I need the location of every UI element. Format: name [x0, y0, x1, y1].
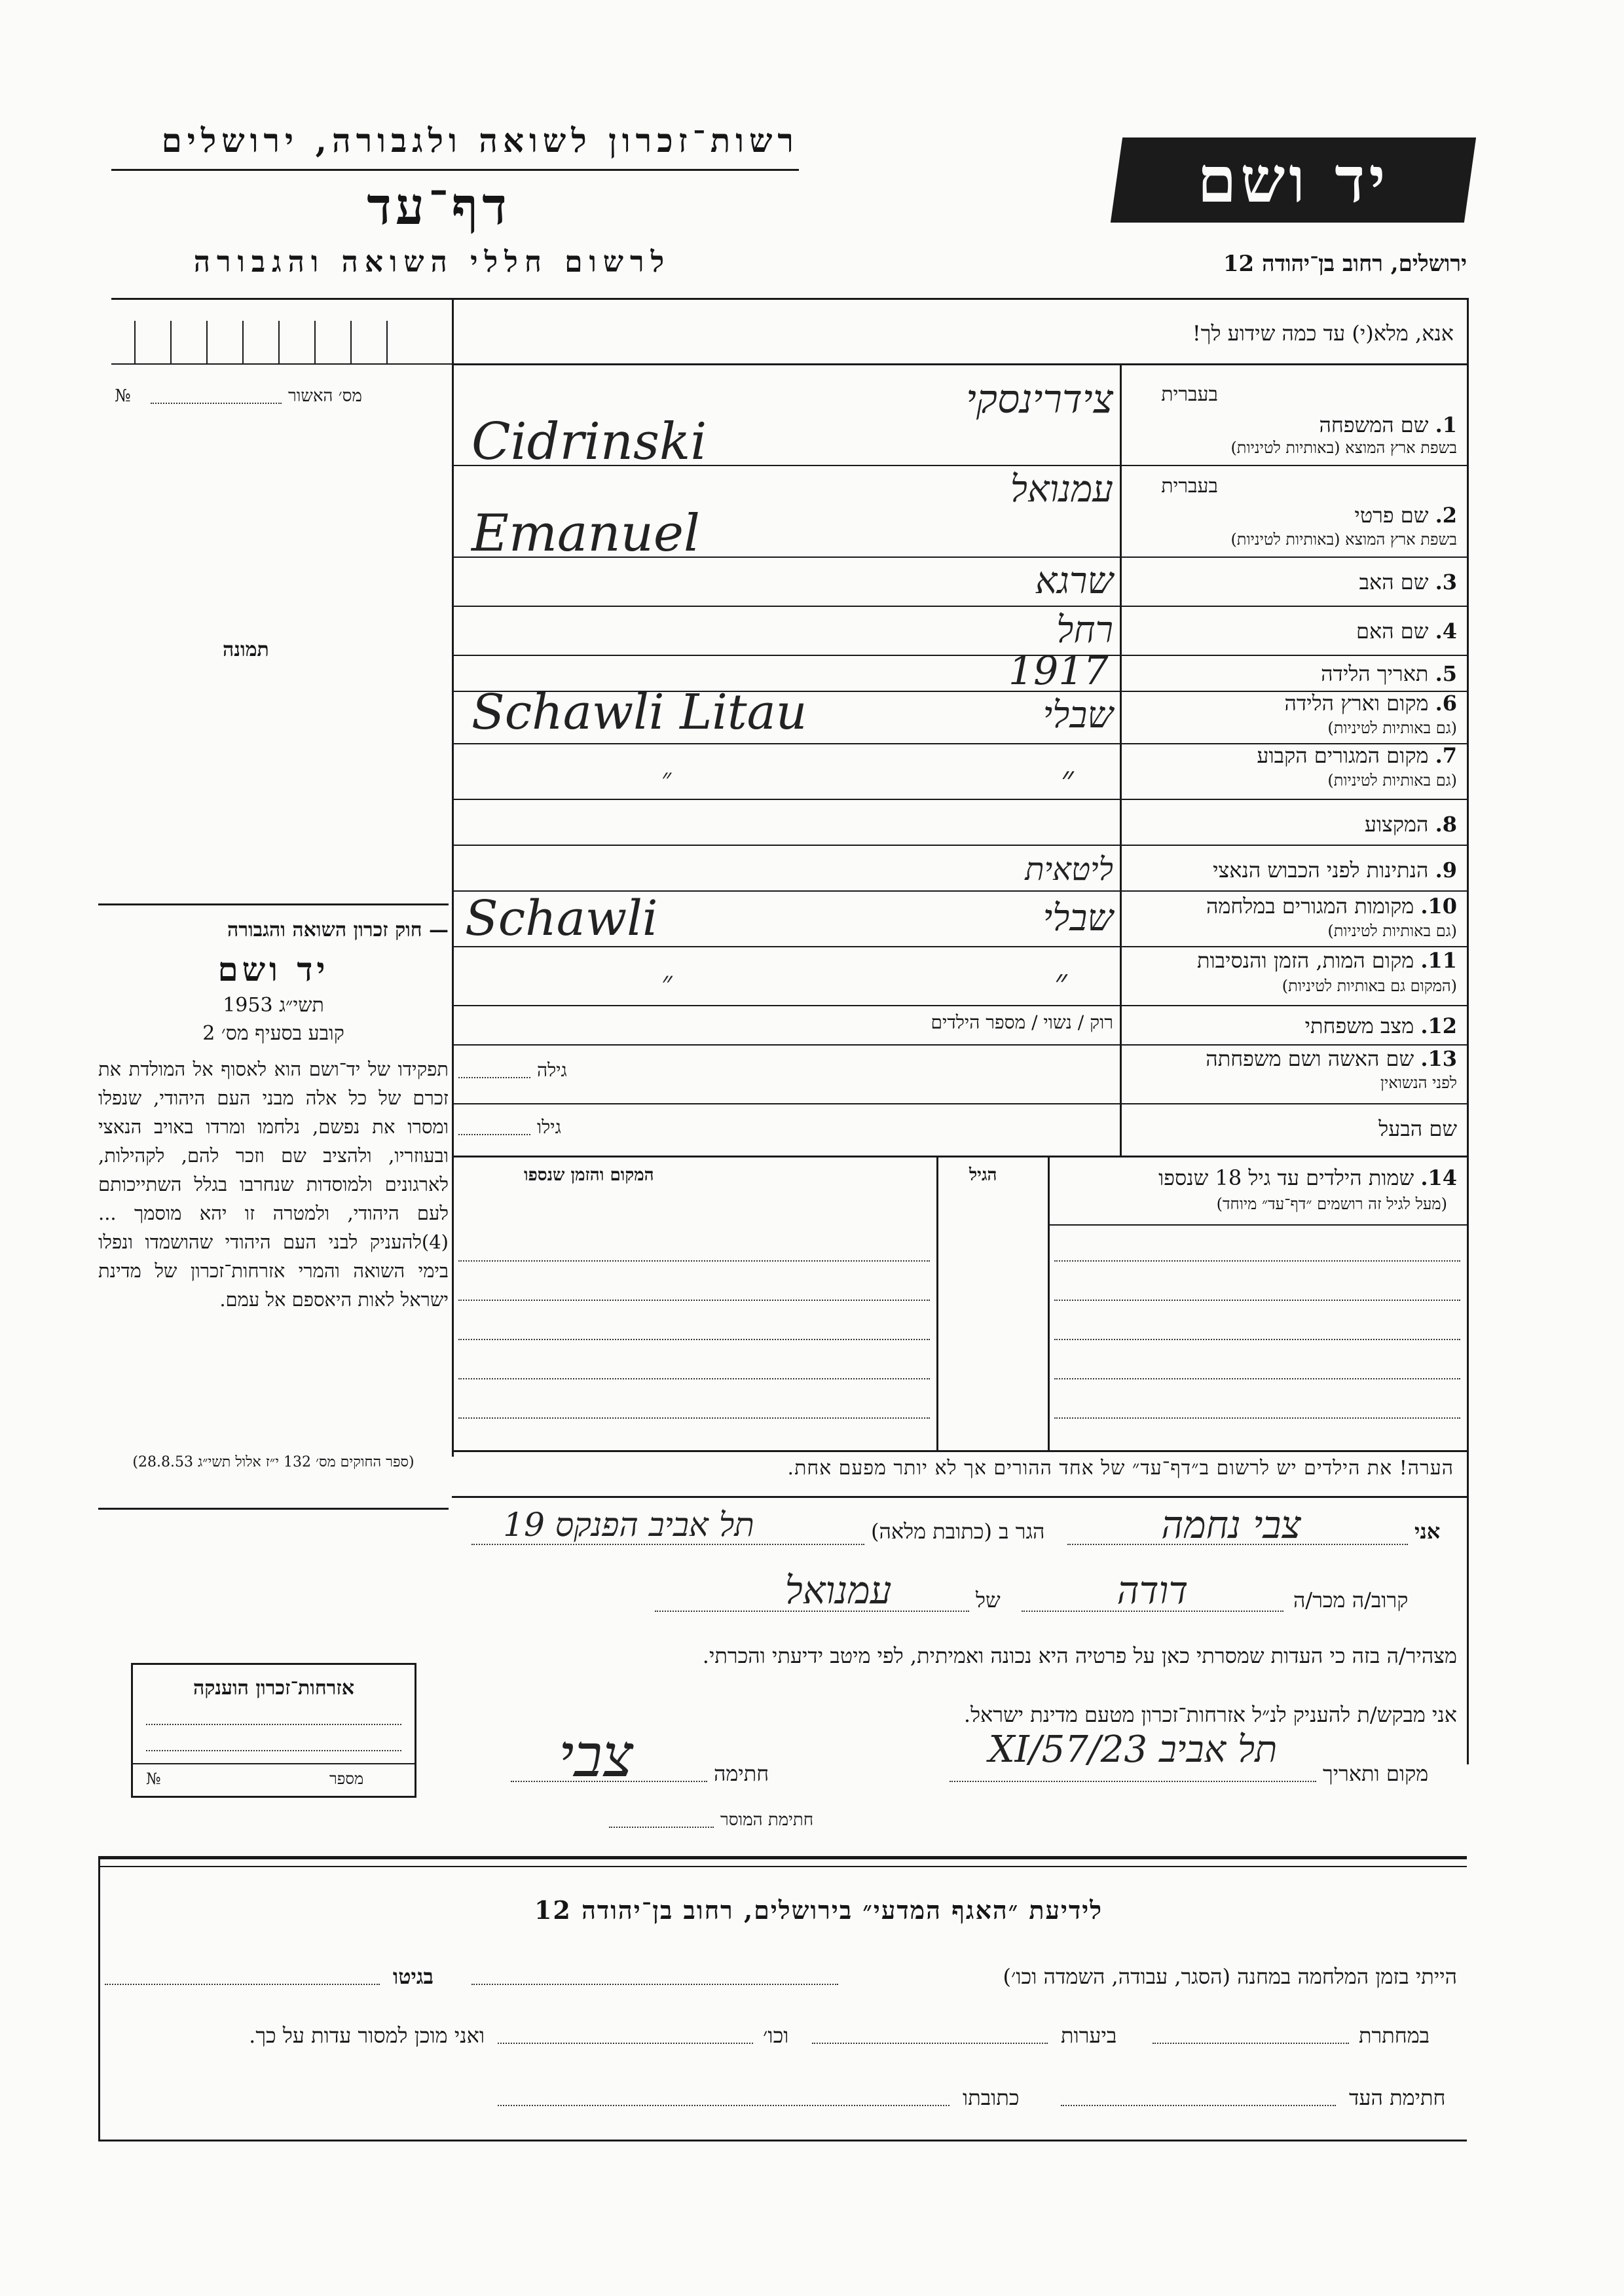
field-13-sub: לפני הנשואין: [1380, 1074, 1457, 1092]
field-3-label: שם האב: [1359, 570, 1429, 594]
field-2-sub: בשפת ארץ המוצא (באותיות לטיניות): [1230, 530, 1457, 549]
field-10-label: מקומות המגורים במלחמה: [1206, 894, 1414, 919]
decl-name-value[interactable]: צבי נחמה: [1161, 1503, 1301, 1547]
field-10-sub: (גם באותיות לטיניות): [1327, 922, 1457, 940]
children-col-age: הגיל: [969, 1165, 997, 1185]
field-1-latin-value[interactable]: Cidrinski: [471, 412, 707, 471]
approval-number-label: מס׳ האשור: [288, 386, 362, 406]
decl-signature-value[interactable]: צבי: [558, 1722, 634, 1791]
approval-no-label: №: [115, 386, 131, 406]
field-2-hebrew-value[interactable]: עמנואל: [1010, 468, 1113, 511]
decl-reporter-sig-label: חתימת המוסר: [720, 1810, 814, 1830]
field-6-sub: (גם באותיות לטיניות): [1327, 719, 1457, 737]
decl-statement: מצהיר/ה בזה כי העדות שמסרתי כאן על פרטיה היא נכונה ואמיתית, לפי מיטב ידיעתי והכרתי.: [702, 1643, 1457, 1668]
field-1-sub: בשפת ארץ המוצא (באותיות לטיניות): [1230, 439, 1457, 457]
bottom-title: לידיעת ״האגף המדעי״ בירושלים, רחוב בן־יהודה 12: [534, 1895, 1103, 1925]
field-4-hebrew-value[interactable]: רחל: [1056, 609, 1113, 651]
field-9-num: 9.: [1435, 858, 1457, 883]
children-label: שמות הילדים עד גיל 18 שנספו: [1158, 1165, 1414, 1190]
field-11-label: מקום המות, הזמן והנסיבות: [1196, 948, 1414, 973]
children-sub: (מעל לגיל זה רושמים ״דף־עד״ מיוחד): [1216, 1195, 1447, 1213]
children-num: 14.: [1420, 1165, 1457, 1190]
law-year: תשי״ג 1953: [223, 994, 324, 1017]
decl-of-label: של: [976, 1588, 1001, 1613]
field-2-hebrew-tag: בעברית: [1161, 475, 1218, 498]
decl-of-value[interactable]: עמנואל: [784, 1568, 892, 1613]
law-text: תפקידו של יד־ושם הוא לאסוף אל המולדת את זכרם של כל אלה מבני העם היהודי, שנפלו ומסרו את נפשם, נלחמו ומרדו באויב הנאצי ובעוזריו, ולהציב שם וזכר להם, לקהילות, לארגונים ולמוסדות שנחרבו בגלל השתייכותם לעם היהודי, ולמטרה זו יהא מוסמך ...(4)להעניק לבני העם היהודי שהושמדו ונפלו בימי השואה והמרי אזרחות־זכרון של מדינת ישראל לאות היאספם אל עמם.: [98, 1058, 449, 1311]
field-13-age-label: גילה: [537, 1059, 567, 1081]
field-12-value[interactable]: רוק / נשוי / מספר הילדים: [931, 1011, 1113, 1033]
instruction-text: אנא, מלא(י) עד כמה שידוע לך!: [1192, 321, 1454, 346]
field-7-latin-value[interactable]: ״: [661, 763, 672, 793]
field-10-latin-value[interactable]: Schawli: [465, 890, 658, 947]
law-yad-vashem: יד ושם: [217, 950, 329, 989]
law-title: — חוק זכרון השואה והגבורה: [227, 919, 449, 941]
field-2-latin-value[interactable]: Emanuel: [471, 504, 700, 563]
law-ref: (ספר החוקים מס׳ 132 י״ז אלול תשי״ג 28.8.53): [132, 1454, 415, 1470]
citizenship-no-label: №: [146, 1770, 161, 1788]
field-11-latin-value[interactable]: ״: [661, 966, 673, 999]
law-section: קובע בסעיף מס׳ 2: [202, 1022, 344, 1045]
field-8-label: המקצוע: [1364, 812, 1429, 837]
decl-place-date-label: מקום ותאריך: [1323, 1761, 1429, 1786]
field-4-num: 4.: [1435, 619, 1457, 644]
field-7-hebrew-value[interactable]: ״: [1061, 759, 1074, 799]
form-title: דף־עד: [367, 177, 511, 236]
decl-request: אני מבקש/ת להעניק לנ״ל אזרחות־זכרון מטעם מדינת ישראל.: [963, 1702, 1457, 1727]
citizenship-title: אזרחות־זכרון הוענקה: [193, 1677, 355, 1700]
decl-address-value[interactable]: תל אביב הפנקס 19: [503, 1506, 754, 1544]
citizenship-box: [131, 1663, 416, 1798]
field-2-label: שם פרטי: [1354, 503, 1429, 528]
field-1-hebrew-value[interactable]: צידרינסקי: [966, 376, 1113, 422]
field-10-num: 10.: [1420, 894, 1457, 919]
yad-vashem-logo: יד ושם: [1111, 137, 1476, 223]
field-1-label: שם המשפחה: [1319, 412, 1429, 437]
field-6-label: מקום וארץ הלידה: [1284, 691, 1429, 716]
bottom-line2-a: במחתרת: [1359, 2023, 1430, 2048]
bottom-line2-d: ואני מוכן למסור עדות על כך.: [249, 2023, 485, 2048]
decl-signature-label: חתימה: [714, 1761, 769, 1786]
decl-relative-label: קרוב/ה מכר/ה: [1293, 1588, 1409, 1613]
citizenship-number-label: מספר: [329, 1770, 364, 1788]
field-6-latin-value[interactable]: Schawli Litau: [471, 684, 807, 740]
field-5-num: 5.: [1435, 661, 1457, 686]
field-husband-label: שם הבעל: [1378, 1116, 1457, 1141]
bottom-line2-c: וכו׳: [763, 2023, 789, 2048]
field-6-num: 6.: [1435, 691, 1457, 716]
field-7-num: 7.: [1435, 743, 1457, 768]
field-12-num: 12.: [1420, 1013, 1457, 1038]
bottom-line2-b: ביערות: [1061, 2023, 1117, 2048]
field-11-hebrew-value[interactable]: ״: [1054, 962, 1067, 1002]
field-12-label: מצב משפחתי: [1304, 1013, 1414, 1038]
field-11-sub: (המקום גם באותיות לטיניות): [1282, 977, 1457, 995]
address: ירושלים, רחוב בן־יהודה 12: [1223, 251, 1467, 277]
bottom-line3-a: חתימת העד: [1349, 2085, 1446, 2110]
decl-relation-value[interactable]: דודה: [1116, 1568, 1189, 1613]
law-box: [98, 903, 449, 1510]
field-3-hebrew-value[interactable]: שרגא: [1035, 560, 1113, 602]
decl-resident-label: הגר ב (כתובת מלאה): [871, 1519, 1045, 1544]
field-6-hebrew-value[interactable]: שבלי: [1043, 694, 1113, 737]
bottom-line1: הייתי בזמן המלחמה במחנה (הסגר, עבודה, השמדה וכו׳): [1003, 1964, 1457, 1989]
field-8-num: 8.: [1435, 812, 1457, 837]
field-7-sub: (גם באותיות לטיניות): [1327, 771, 1457, 790]
bottom-line1-end: בגיטו: [393, 1964, 434, 1989]
field-7-label: מקום המגורים הקבוע: [1257, 743, 1429, 768]
field-10-hebrew-value[interactable]: שבלי: [1043, 897, 1113, 939]
field-13-label: שם האשה ושם משפחתה: [1206, 1046, 1414, 1071]
field-5-value[interactable]: 1917: [1008, 648, 1109, 694]
decl-date-value[interactable]: תל אביב 23/XI/57: [988, 1728, 1278, 1771]
photo-label: תמונה: [223, 638, 269, 661]
field-5-label: תאריך הלידה: [1321, 661, 1429, 686]
field-13-num: 13.: [1420, 1046, 1457, 1071]
decl-i-label: אני: [1414, 1519, 1441, 1544]
field-9-hebrew-value[interactable]: ליטאית: [1025, 851, 1113, 888]
institution-title: רשות־זכרון לשואה ולגבורה, ירושלים: [161, 121, 799, 160]
bottom-line3-b: כתובתו: [963, 2085, 1020, 2110]
field-1-num: 1.: [1435, 412, 1457, 437]
field-2-num: 2.: [1435, 503, 1457, 528]
form-subtitle: לרשום חללי השואה והגבורה: [193, 246, 671, 279]
field-4-label: שם האם: [1356, 619, 1429, 644]
field-1-hebrew-tag: בעברית: [1161, 383, 1218, 406]
children-note: הערה! את הילדים יש לרשום ב״דף־עד״ של אחד ההורים אך לא יותר מפעם אחת.: [787, 1457, 1454, 1480]
field-9-label: הנתינות לפני הכבוש הנאצי: [1213, 858, 1429, 883]
field-3-num: 3.: [1435, 570, 1457, 594]
field-husband-age-label: גילו: [537, 1116, 561, 1138]
field-11-num: 11.: [1420, 948, 1457, 973]
children-col-place: המקום והזמן שנספו: [524, 1165, 654, 1185]
